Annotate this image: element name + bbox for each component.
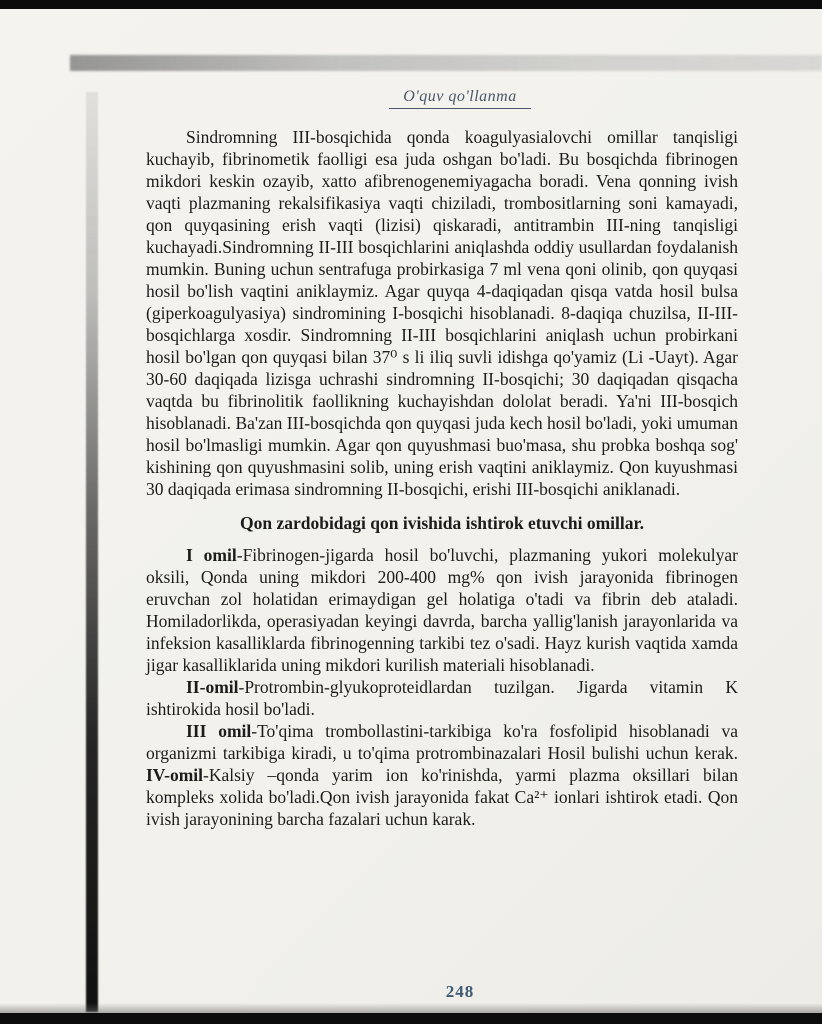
body-paragraph xyxy=(146,676,738,720)
bold-text-run: II-omil xyxy=(186,677,239,697)
scan-top-bar xyxy=(0,0,822,9)
running-header-text: O'quv qo'llanma xyxy=(389,88,530,109)
document-body xyxy=(146,126,738,830)
page-number: 248 xyxy=(445,982,475,1001)
body-paragraph xyxy=(146,126,738,500)
body-paragraph xyxy=(146,544,738,676)
scan-left-binding-shadow xyxy=(86,92,98,1012)
text-run: -Kalsiy –qonda yarim ion ko'rinishda, yarmi plazma oksillari bilan kompleks xolida bo'ladi.Qon ivish jarayonida fakat Ca²⁺ ionlari ishtirok etadi. Qon ivish jarayonining barcha fazalari uchun karak. xyxy=(146,765,738,829)
body-paragraph xyxy=(146,720,738,830)
text-run: Sindromning III-bosqichida qonda koagulyasialovchi omillar tanqisligi kuchayib, fibrinometik faolligi esa juda oshgan bo'ladi. Bu bosqichda fibrinogen mikdori keskin ozayib, xatto afibrenogenemiyagacha boradi. Vena qonning ivish vaqti plazmaning rekalsifikasiya vaqti chiziladi, trombositlarning soni kamayadi, qon quyqasining erish vaqti (lizisi) qiskaradi, antitrambin III-ning tanqisligi kuchayadi.Sindromning II-III bosqichlarini aniqlashda oddiy usullardan foydalanish mumkin. Buning uchun sentrafuga probirkasiga 7 ml vena qoni olinib, qon quyqasi hosil bo'lish vaqtini aniklaymiz. Agar quyqa 4-daqiqadan qisqa vatda hosil bulsa (giperkoagulyasiya) sindromining I-bosqichi hisoblanadi. 8-daqiqa chuzilsa, II-III-bosqichlarga xosdir. Sindromning II-III bosqichlarini aniqlash uchun probirkani hosil bo'lgan qon quyqasi bilan 37⁰ s li iliq suvli idishga qo'yamiz (Li -Uayt). Agar 30-60 daqiqada lizisga uchrashi sindromning II-bosqichi; 30 daqiqadan qisqacha vaqtda bu fibrinolitik faollikning kuchayishdan dololat beradi. Ya'ni III-bosqich hisoblanadi. Ba'zan III-bosqichda qon quyqasi juda kech hosil bo'ladi, yoki umuman hosil bo'lmasligi mumkin. Agar qon quyushmasi buo'masa, shu probka boshqa sog' kishining qon quyushmasini solib, uning erish vaqtini aniklaymiz. Qon kuyushmasi 30 daqiqada erimasa sindromning II-bosqichi, erishi III-bosqichi aniklanadi. xyxy=(146,127,738,499)
bold-text-run: IV-omil xyxy=(146,765,204,785)
running-header xyxy=(146,88,774,109)
scan-shadow-band xyxy=(70,55,822,71)
text-run: -To'qima trombollastini-tarkibiga ko'ra fosfolipid hisoblanadi va organizmi tarkibiga kiradi, u to'qima protrombinazalari Hosil bulishi uchun kerak. xyxy=(146,721,739,763)
bold-text-run: I omil xyxy=(186,545,237,565)
section-heading xyxy=(146,512,738,534)
text-run: -Protrombin-glyukoproteidlardan tuzilgan. Jigarda vitamin K ishtirokida hosil bo'ladi. xyxy=(146,677,738,719)
text-run: -Fibrinogen-jigarda hosil bo'luvchi, plazmaning yukori molekulyar oksili, Qonda uning mikdori 200-400 mg% qon ivish jarayonida fibrinogen eruvchan zol holatidan erimaydigan gel holatiga o'tadi va fibrin deb ataladi. Homiladorlikda, operasiyadan keyingi davrda, barcha yallig'lanish jarayonlarida va infeksion kasalliklarda fibrinogenning tarkibi tez o'sadi. Hayz kurish vaqtida xamda jigar kasalliklarida uning mikdori kurilish materiali hisoblanadi. xyxy=(146,545,738,675)
bold-text-run: Qon zardobidagi qon ivishida ishtirok etuvchi omillar. xyxy=(239,513,645,533)
scan-bottom-bar xyxy=(0,1013,822,1024)
scan-bottom-smudge xyxy=(0,1003,822,1013)
bold-text-run: III omil xyxy=(186,721,252,741)
